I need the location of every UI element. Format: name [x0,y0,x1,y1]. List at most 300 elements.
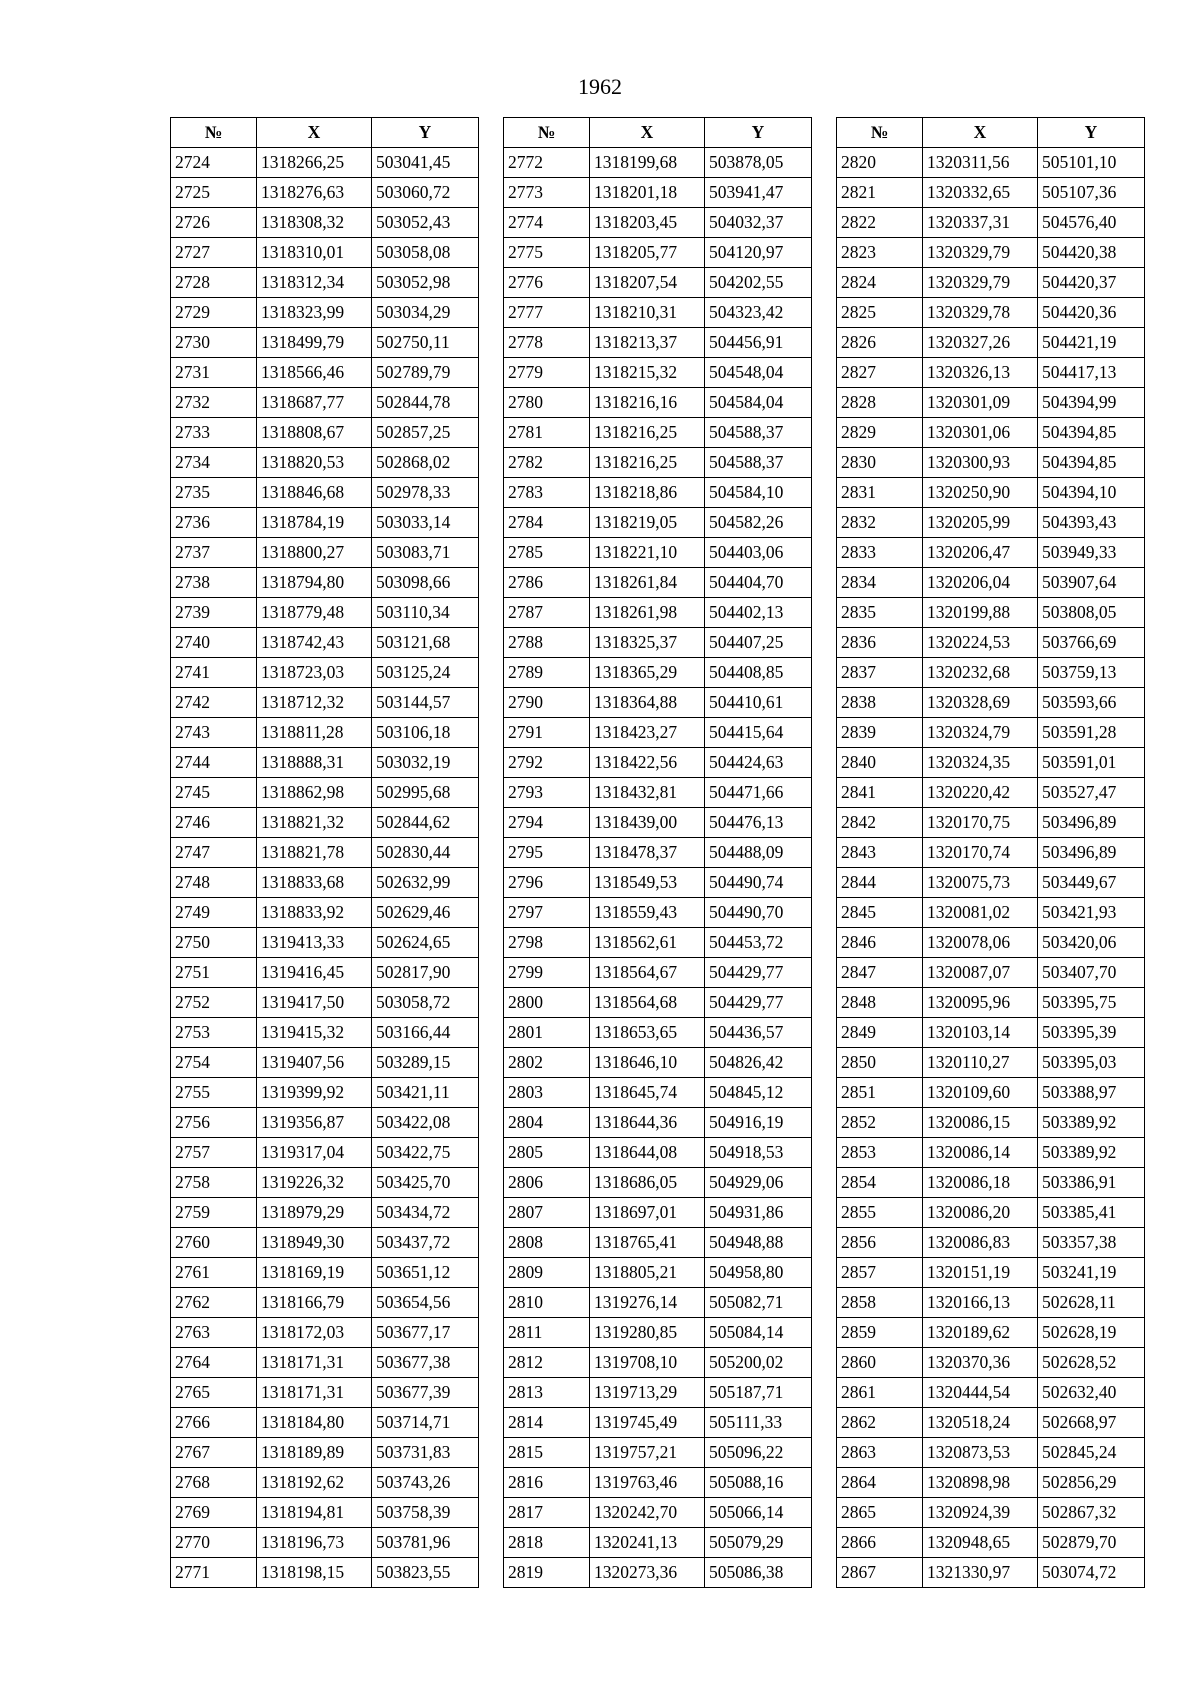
point-number-cell: 2857 [837,1258,923,1288]
point-number-cell: 2851 [837,1078,923,1108]
table-row [504,1318,812,1348]
y-coordinate-cell: 503781,96 [372,1528,479,1558]
y-coordinate-cell: 503714,71 [372,1408,479,1438]
x-coordinate-cell: 1318205,77 [590,238,705,268]
x-coordinate-cell: 1319280,85 [590,1318,705,1348]
point-number-cell: 2821 [837,178,923,208]
point-number-cell: 2800 [504,988,590,1018]
table-row [171,238,479,268]
table-row [171,1258,479,1288]
y-coordinate-cell: 504588,37 [705,418,812,448]
y-coordinate-cell: 504404,70 [705,568,812,598]
point-number-cell: 2808 [504,1228,590,1258]
table-row [171,898,479,928]
x-coordinate-cell: 1320332,65 [923,178,1038,208]
y-coordinate-cell: 503125,24 [372,658,479,688]
page-number: 1962 [578,74,622,99]
x-coordinate-cell: 1319417,50 [257,988,372,1018]
header-x: X [923,118,1038,148]
point-number-cell: 2854 [837,1168,923,1198]
y-coordinate-cell: 505079,29 [705,1528,812,1558]
table-row [171,1288,479,1318]
x-coordinate-cell: 1320329,79 [923,238,1038,268]
table-row [504,868,812,898]
point-number-cell: 2772 [504,148,590,178]
x-coordinate-cell: 1318261,98 [590,598,705,628]
x-coordinate-cell: 1318364,88 [590,688,705,718]
y-coordinate-cell: 503034,29 [372,298,479,328]
table-row [504,538,812,568]
x-coordinate-cell: 1318765,41 [590,1228,705,1258]
table-row [837,448,1145,478]
y-coordinate-cell: 504436,57 [705,1018,812,1048]
point-number-cell: 2788 [504,628,590,658]
point-number-cell: 2820 [837,148,923,178]
point-number-cell: 2841 [837,778,923,808]
y-coordinate-cell: 504420,38 [1038,238,1145,268]
y-coordinate-cell: 503449,67 [1038,868,1145,898]
point-number-cell: 2837 [837,658,923,688]
point-number-cell: 2743 [171,718,257,748]
x-coordinate-cell: 1318566,46 [257,358,372,388]
point-number-cell: 2745 [171,778,257,808]
y-coordinate-cell: 504918,53 [705,1138,812,1168]
y-coordinate-cell: 503422,08 [372,1108,479,1138]
x-coordinate-cell: 1318811,28 [257,718,372,748]
table-row [837,688,1145,718]
table-row [171,1108,479,1138]
x-coordinate-cell: 1320326,13 [923,358,1038,388]
y-coordinate-cell: 503033,14 [372,508,479,538]
point-number-cell: 2864 [837,1468,923,1498]
table-row [837,898,1145,928]
y-coordinate-cell: 505187,71 [705,1378,812,1408]
point-number-cell: 2830 [837,448,923,478]
y-coordinate-cell: 503496,89 [1038,838,1145,868]
table-row [837,778,1145,808]
y-coordinate-cell: 505086,38 [705,1558,812,1588]
point-number-cell: 2846 [837,928,923,958]
table-row [504,808,812,838]
point-number-cell: 2760 [171,1228,257,1258]
table-row [504,1078,812,1108]
table-row [837,1378,1145,1408]
y-coordinate-cell: 503941,47 [705,178,812,208]
y-coordinate-cell: 503437,72 [372,1228,479,1258]
y-coordinate-cell: 505101,10 [1038,148,1145,178]
header-y: Y [1038,118,1145,148]
y-coordinate-cell: 503074,72 [1038,1558,1145,1588]
table-row [504,628,812,658]
table-row [504,598,812,628]
y-coordinate-cell: 503758,39 [372,1498,479,1528]
y-coordinate-cell: 503654,56 [372,1288,479,1318]
x-coordinate-cell: 1320075,73 [923,868,1038,898]
x-coordinate-cell: 1318261,84 [590,568,705,598]
x-coordinate-cell: 1318833,68 [257,868,372,898]
y-coordinate-cell: 503677,39 [372,1378,479,1408]
table-row [171,628,479,658]
table-row [504,1048,812,1078]
x-coordinate-cell: 1320086,20 [923,1198,1038,1228]
x-coordinate-cell: 1318686,05 [590,1168,705,1198]
point-number-cell: 2806 [504,1168,590,1198]
y-coordinate-cell: 504490,74 [705,868,812,898]
x-coordinate-cell: 1318199,68 [590,148,705,178]
table-row [837,478,1145,508]
point-number-cell: 2777 [504,298,590,328]
y-coordinate-cell: 503060,72 [372,178,479,208]
y-coordinate-cell: 503677,38 [372,1348,479,1378]
table-row [171,688,479,718]
y-coordinate-cell: 502830,44 [372,838,479,868]
y-coordinate-cell: 503425,70 [372,1168,479,1198]
table-row [837,208,1145,238]
table-row [504,1258,812,1288]
x-coordinate-cell: 1318172,03 [257,1318,372,1348]
y-coordinate-cell: 503052,43 [372,208,479,238]
table-row [504,1198,812,1228]
x-coordinate-cell: 1319413,33 [257,928,372,958]
table-row [837,178,1145,208]
y-coordinate-cell: 504929,06 [705,1168,812,1198]
x-coordinate-cell: 1318820,53 [257,448,372,478]
y-coordinate-cell: 502844,62 [372,808,479,838]
x-coordinate-cell: 1318833,92 [257,898,372,928]
y-coordinate-cell: 503166,44 [372,1018,479,1048]
table-row [837,988,1145,1018]
x-coordinate-cell: 1320170,75 [923,808,1038,838]
x-coordinate-cell: 1320301,09 [923,388,1038,418]
table-row [504,658,812,688]
coordinates-table-2 [503,117,812,1588]
header-number: № [837,118,923,148]
table-row [504,718,812,748]
x-coordinate-cell: 1318478,37 [590,838,705,868]
table-row [837,598,1145,628]
x-coordinate-cell: 1318723,03 [257,658,372,688]
point-number-cell: 2730 [171,328,257,358]
x-coordinate-cell: 1320205,99 [923,508,1038,538]
y-coordinate-cell: 503496,89 [1038,808,1145,838]
point-number-cell: 2725 [171,178,257,208]
table-row [504,298,812,328]
y-coordinate-cell: 502629,46 [372,898,479,928]
point-number-cell: 2812 [504,1348,590,1378]
point-number-cell: 2775 [504,238,590,268]
table-row [504,1018,812,1048]
x-coordinate-cell: 1318213,37 [590,328,705,358]
point-number-cell: 2726 [171,208,257,238]
point-number-cell: 2783 [504,478,590,508]
coordinates-table-3 [836,117,1145,1588]
header-x: X [257,118,372,148]
y-coordinate-cell: 504429,77 [705,988,812,1018]
x-coordinate-cell: 1318712,32 [257,688,372,718]
point-number-cell: 2814 [504,1408,590,1438]
point-number-cell: 2831 [837,478,923,508]
x-coordinate-cell: 1320273,36 [590,1558,705,1588]
table-row [504,1378,812,1408]
y-coordinate-cell: 503395,75 [1038,988,1145,1018]
x-coordinate-cell: 1319317,04 [257,1138,372,1168]
y-coordinate-cell: 504403,06 [705,538,812,568]
x-coordinate-cell: 1320199,88 [923,598,1038,628]
x-coordinate-cell: 1320166,13 [923,1288,1038,1318]
y-coordinate-cell: 503357,38 [1038,1228,1145,1258]
point-number-cell: 2761 [171,1258,257,1288]
x-coordinate-cell: 1320189,62 [923,1318,1038,1348]
point-number-cell: 2844 [837,868,923,898]
y-coordinate-cell: 504323,42 [705,298,812,328]
point-number-cell: 2867 [837,1558,923,1588]
x-coordinate-cell: 1319356,87 [257,1108,372,1138]
x-coordinate-cell: 1318266,25 [257,148,372,178]
point-number-cell: 2746 [171,808,257,838]
y-coordinate-cell: 503395,03 [1038,1048,1145,1078]
table-row [504,958,812,988]
x-coordinate-cell: 1318196,73 [257,1528,372,1558]
x-coordinate-cell: 1318432,81 [590,778,705,808]
point-number-cell: 2860 [837,1348,923,1378]
y-coordinate-cell: 503527,47 [1038,778,1145,808]
table-row [171,598,479,628]
point-number-cell: 2823 [837,238,923,268]
point-number-cell: 2807 [504,1198,590,1228]
x-coordinate-cell: 1318697,01 [590,1198,705,1228]
y-coordinate-cell: 503121,68 [372,628,479,658]
table-row [837,388,1145,418]
y-coordinate-cell: 502628,11 [1038,1288,1145,1318]
y-coordinate-cell: 504408,85 [705,658,812,688]
table-row [171,568,479,598]
table-row [504,328,812,358]
x-coordinate-cell: 1318210,31 [590,298,705,328]
y-coordinate-cell: 504826,42 [705,1048,812,1078]
x-coordinate-cell: 1318310,01 [257,238,372,268]
table-row [504,1138,812,1168]
point-number-cell: 2792 [504,748,590,778]
x-coordinate-cell: 1318821,32 [257,808,372,838]
point-number-cell: 2782 [504,448,590,478]
x-coordinate-cell: 1320151,19 [923,1258,1038,1288]
x-coordinate-cell: 1318846,68 [257,478,372,508]
x-coordinate-cell: 1318218,86 [590,478,705,508]
header-number: № [171,118,257,148]
y-coordinate-cell: 504120,97 [705,238,812,268]
table-row [171,328,479,358]
table-row [837,328,1145,358]
y-coordinate-cell: 502978,33 [372,478,479,508]
x-coordinate-cell: 1318742,43 [257,628,372,658]
table-row [504,1438,812,1468]
x-coordinate-cell: 1320324,35 [923,748,1038,778]
x-coordinate-cell: 1320086,18 [923,1168,1038,1198]
y-coordinate-cell: 502632,99 [372,868,479,898]
point-number-cell: 2766 [171,1408,257,1438]
point-number-cell: 2865 [837,1498,923,1528]
y-coordinate-cell: 503651,12 [372,1258,479,1288]
table-row [837,358,1145,388]
table-row [504,1108,812,1138]
y-coordinate-cell: 504845,12 [705,1078,812,1108]
y-coordinate-cell: 503421,93 [1038,898,1145,928]
y-coordinate-cell: 502879,70 [1038,1528,1145,1558]
y-coordinate-cell: 502628,52 [1038,1348,1145,1378]
point-number-cell: 2750 [171,928,257,958]
x-coordinate-cell: 1318949,30 [257,1228,372,1258]
table-row [504,1228,812,1258]
x-coordinate-cell: 1318171,31 [257,1348,372,1378]
table-row [171,268,479,298]
x-coordinate-cell: 1320206,04 [923,568,1038,598]
table-row [837,418,1145,448]
y-coordinate-cell: 504402,13 [705,598,812,628]
point-number-cell: 2787 [504,598,590,628]
point-number-cell: 2786 [504,568,590,598]
table-row [504,928,812,958]
point-number-cell: 2732 [171,388,257,418]
point-number-cell: 2863 [837,1438,923,1468]
table-row [504,1408,812,1438]
x-coordinate-cell: 1320220,42 [923,778,1038,808]
x-coordinate-cell: 1319276,14 [590,1288,705,1318]
y-coordinate-cell: 503386,91 [1038,1168,1145,1198]
point-number-cell: 2780 [504,388,590,418]
y-coordinate-cell: 502789,79 [372,358,479,388]
y-coordinate-cell: 505200,02 [705,1348,812,1378]
y-coordinate-cell: 503041,45 [372,148,479,178]
table-row [171,1138,479,1168]
y-coordinate-cell: 503434,72 [372,1198,479,1228]
table-row [837,1558,1145,1588]
x-coordinate-cell: 1320337,31 [923,208,1038,238]
point-number-cell: 2731 [171,358,257,388]
point-number-cell: 2724 [171,148,257,178]
x-coordinate-cell: 1318794,80 [257,568,372,598]
x-coordinate-cell: 1320327,26 [923,328,1038,358]
point-number-cell: 2803 [504,1078,590,1108]
point-number-cell: 2770 [171,1528,257,1558]
y-coordinate-cell: 502668,97 [1038,1408,1145,1438]
point-number-cell: 2753 [171,1018,257,1048]
table-row [504,568,812,598]
y-coordinate-cell: 505084,14 [705,1318,812,1348]
y-coordinate-cell: 502844,78 [372,388,479,418]
x-coordinate-cell: 1318276,63 [257,178,372,208]
header-y: Y [372,118,479,148]
y-coordinate-cell: 502624,65 [372,928,479,958]
point-number-cell: 2819 [504,1558,590,1588]
x-coordinate-cell: 1320103,14 [923,1018,1038,1048]
x-coordinate-cell: 1320301,06 [923,418,1038,448]
x-coordinate-cell: 1321330,97 [923,1558,1038,1588]
x-coordinate-cell: 1320924,39 [923,1498,1038,1528]
table-header-row [504,118,812,148]
point-number-cell: 2827 [837,358,923,388]
y-coordinate-cell: 504420,37 [1038,268,1145,298]
x-coordinate-cell: 1318312,34 [257,268,372,298]
y-coordinate-cell: 505111,33 [705,1408,812,1438]
point-number-cell: 2728 [171,268,257,298]
point-number-cell: 2845 [837,898,923,928]
y-coordinate-cell: 504429,77 [705,958,812,988]
table-row [837,1048,1145,1078]
y-coordinate-cell: 504584,04 [705,388,812,418]
point-number-cell: 2849 [837,1018,923,1048]
y-coordinate-cell: 503106,18 [372,718,479,748]
table-row [171,958,479,988]
point-number-cell: 2847 [837,958,923,988]
y-coordinate-cell: 504488,09 [705,838,812,868]
table-row [504,418,812,448]
y-coordinate-cell: 504420,36 [1038,298,1145,328]
y-coordinate-cell: 502868,02 [372,448,479,478]
point-number-cell: 2768 [171,1468,257,1498]
y-coordinate-cell: 504453,72 [705,928,812,958]
x-coordinate-cell: 1318562,61 [590,928,705,958]
point-number-cell: 2755 [171,1078,257,1108]
x-coordinate-cell: 1319226,32 [257,1168,372,1198]
point-number-cell: 2834 [837,568,923,598]
x-coordinate-cell: 1319415,32 [257,1018,372,1048]
y-coordinate-cell: 504202,55 [705,268,812,298]
x-coordinate-cell: 1320086,15 [923,1108,1038,1138]
point-number-cell: 2744 [171,748,257,778]
x-coordinate-cell: 1318687,77 [257,388,372,418]
y-coordinate-cell: 503058,72 [372,988,479,1018]
table-header-row [171,118,479,148]
point-number-cell: 2754 [171,1048,257,1078]
table-row [171,1528,479,1558]
table-row [837,1168,1145,1198]
y-coordinate-cell: 503110,34 [372,598,479,628]
x-coordinate-cell: 1319713,29 [590,1378,705,1408]
table-row [171,1438,479,1468]
table-row [171,1168,479,1198]
x-coordinate-cell: 1318564,68 [590,988,705,1018]
y-coordinate-cell: 502845,24 [1038,1438,1145,1468]
y-coordinate-cell: 503144,57 [372,688,479,718]
y-coordinate-cell: 502632,40 [1038,1378,1145,1408]
table-row [171,1198,479,1228]
x-coordinate-cell: 1318779,48 [257,598,372,628]
x-coordinate-cell: 1318784,19 [257,508,372,538]
y-coordinate-cell: 503385,41 [1038,1198,1145,1228]
y-coordinate-cell: 504421,19 [1038,328,1145,358]
y-coordinate-cell: 503389,92 [1038,1108,1145,1138]
y-coordinate-cell: 505096,22 [705,1438,812,1468]
y-coordinate-cell: 503241,19 [1038,1258,1145,1288]
table-row [837,748,1145,778]
y-coordinate-cell: 503052,98 [372,268,479,298]
table-row [504,268,812,298]
x-coordinate-cell: 1320300,93 [923,448,1038,478]
y-coordinate-cell: 503388,97 [1038,1078,1145,1108]
point-number-cell: 2832 [837,508,923,538]
point-number-cell: 2802 [504,1048,590,1078]
y-coordinate-cell: 504490,70 [705,898,812,928]
y-coordinate-cell: 503878,05 [705,148,812,178]
x-coordinate-cell: 1318198,15 [257,1558,372,1588]
table-row [504,898,812,928]
table-row [504,1558,812,1588]
x-coordinate-cell: 1318645,74 [590,1078,705,1108]
point-number-cell: 2763 [171,1318,257,1348]
point-number-cell: 2757 [171,1138,257,1168]
x-coordinate-cell: 1320898,98 [923,1468,1038,1498]
point-number-cell: 2824 [837,268,923,298]
